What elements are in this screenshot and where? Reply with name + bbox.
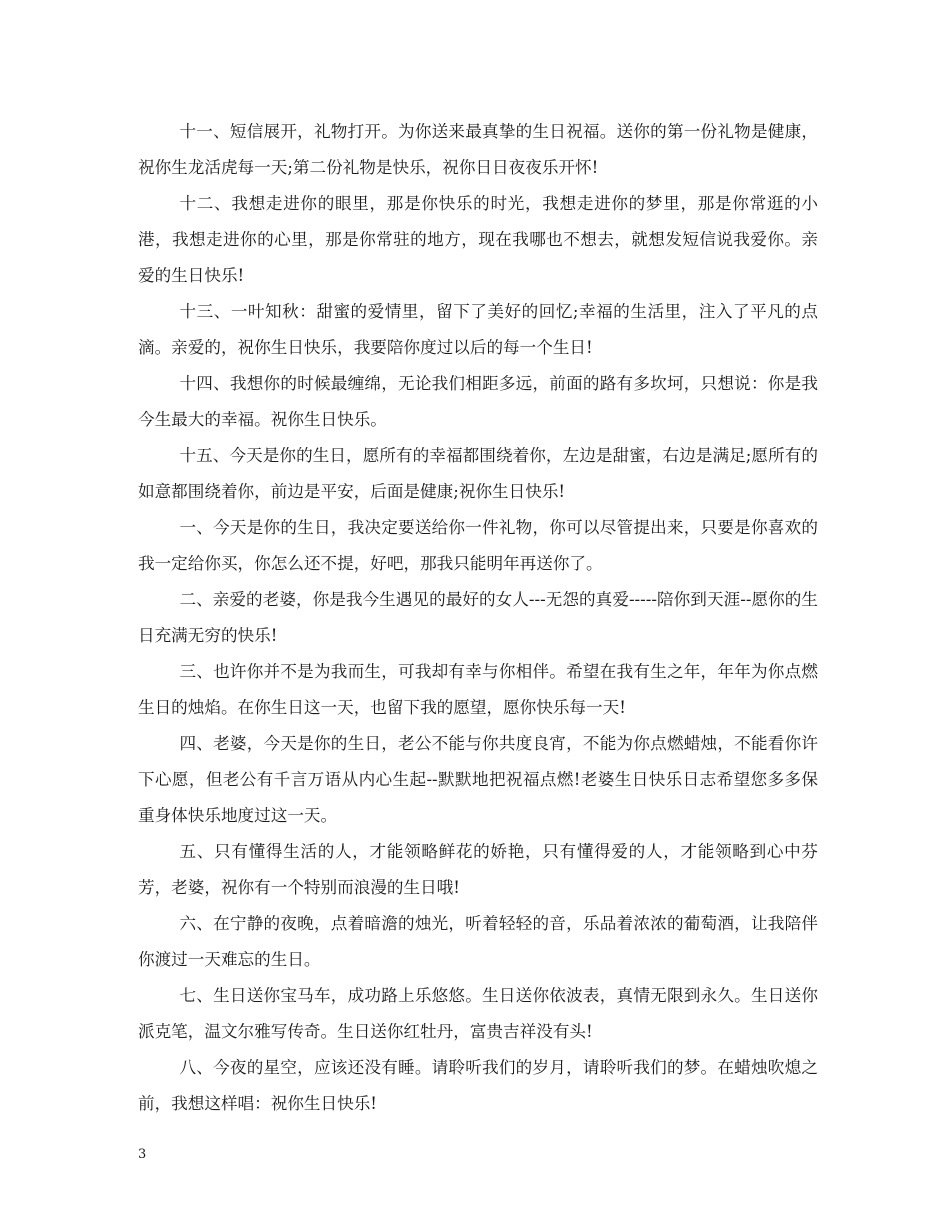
paragraph: 十四、我想你的时候最缠绵，无论我们相距多远，前面的路有多坎坷，只想说：你是我今生最大的幸福。祝你生日快乐。 bbox=[138, 374, 818, 429]
paragraph: 五、只有懂得生活的人，才能领略鲜花的娇艳，只有懂得爱的人，才能领略到心中芬芳，老婆，祝你有一个特别而浪漫的生日哦! bbox=[138, 842, 818, 897]
paragraph: 三、也许你并不是为我而生，可我却有幸与你相伴。希望在我有生之年，年年为你点燃生日的烛焰。在你生日这一天，也留下我的愿望，愿你快乐每一天! bbox=[138, 662, 818, 717]
page-number: 3 bbox=[138, 1147, 147, 1162]
document-body bbox=[138, 114, 818, 1122]
paragraph: 十五、今天是你的生日，愿所有的幸福都围绕着你，左边是甜蜜，右边是满足;愿所有的如意都围绕着你，前边是平安，后面是健康;祝你生日快乐! bbox=[138, 446, 818, 501]
paragraph: 七、生日送你宝马车，成功路上乐悠悠。生日送你依波表，真情无限到永久。生日送你派克笔，温文尔雅写传奇。生日送你红牡丹，富贵吉祥没有头! bbox=[138, 986, 818, 1041]
paragraph: 一、今天是你的生日，我决定要送给你一件礼物，你可以尽管提出来，只要是你喜欢的我一定给你买，你怎么还不提，好吧，那我只能明年再送你了。 bbox=[138, 518, 818, 573]
paragraph: 二、亲爱的老婆，你是我今生遇见的最好的女人---无怨的真爱-----陪你到天涯--愿你的生日充满无穷的快乐! bbox=[138, 590, 818, 645]
paragraph: 十一、短信展开，礼物打开。为你送来最真挚的生日祝福。送你的第一份礼物是健康，祝你生龙活虎每一天;第二份礼物是快乐，祝你日日夜夜乐开怀! bbox=[138, 122, 818, 177]
paragraph: 四、老婆，今天是你的生日，老公不能与你共度良宵，不能为你点燃蜡烛，不能看你许下心愿，但老公有千言万语从内心生起--默默地把祝福点燃!老婆生日快乐日志希望您多多保重身体快乐地度过这一天。 bbox=[138, 734, 818, 825]
paragraph: 八、今夜的星空，应该还没有睡。请聆听我们的岁月，请聆听我们的梦。在蜡烛吹熄之前，我想这样唱：祝你生日快乐! bbox=[138, 1058, 818, 1113]
paragraph: 六、在宁静的夜晚，点着暗澹的烛光，听着轻轻的音，乐品着浓浓的葡萄酒，让我陪伴你渡过一天难忘的生日。 bbox=[138, 914, 818, 969]
paragraph: 十二、我想走进你的眼里，那是你快乐的时光，我想走进你的梦里，那是你常逛的小港，我想走进你的心里，那是你常驻的地方，现在我哪也不想去，就想发短信说我爱你。亲爱的生日快乐! bbox=[138, 194, 818, 285]
paragraph: 十三、一叶知秋：甜蜜的爱情里，留下了美好的回忆;幸福的生活里，注入了平凡的点滴。亲爱的，祝你生日快乐，我要陪你度过以后的每一个生日! bbox=[138, 302, 818, 357]
